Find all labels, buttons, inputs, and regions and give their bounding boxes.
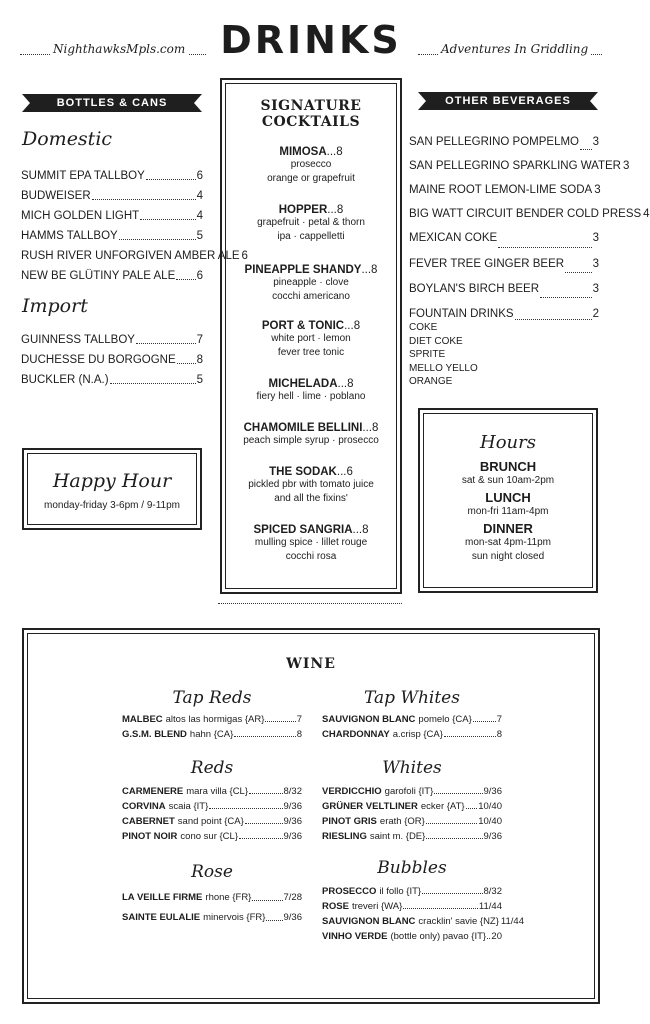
list-item: HAMMS TALLBOY 5: [21, 226, 203, 246]
domestic-heading: Domestic: [22, 128, 113, 150]
domestic-list: [21, 166, 248, 286]
list-item: VINHO VERDE (bottle only) pavao {IT} 20: [322, 931, 502, 942]
list-item: SUMMIT EPA TALLBOY 6: [21, 166, 203, 186]
list-item: GUINNESS TALLBOY 7: [21, 330, 203, 350]
list-item: CARMENERE mara villa {CL} 8/32: [122, 786, 302, 797]
rose-section: Rose LA VEILLE FIRME rhone {FR} 7/28 SAINTE EULALIE minervois {FR} 9/36: [122, 862, 302, 928]
list-item: FEVER TREE GINGER BEER 3: [409, 254, 599, 279]
cocktail-item: PORT & TONIC...8 white port · lemon fever tree tonic: [261, 320, 361, 358]
list-item: G.S.M. BLEND hahn {CA} 8: [122, 729, 302, 740]
list-item: BUDWEISER 4: [21, 186, 203, 206]
tap-whites-section: Tap Whites SAUVIGNON BLANC pomelo {CA} 7 CHARDONNAY a.crisp {CA} 8: [322, 688, 502, 740]
list-item: CHARDONNAY a.crisp {CA} 8: [322, 729, 502, 740]
whites-section: Whites VERDICCHIO garofoli {IT} 9/36 GRÜNER VELTLINER ecker {AT} 10/40 PINOT GRIS erath {OR} 10/40 RIESLING saint m. {DE} 9/36: [322, 758, 502, 842]
list-item: NEW BE GLÜTINY PALE ALE 6: [21, 266, 203, 286]
brunch-label: BRUNCH: [479, 459, 537, 474]
list-item: PROSECCO il follo {IT} 8/32: [322, 886, 502, 897]
cocktails-box: [220, 78, 402, 594]
bubbles-section: Bubbles PROSECCO il follo {IT} 8/32 ROSE treveri {WA} 11/44 SAUVIGNON BLANC cracklin' savie {NZ} 11/44 VINHO VERDE (bottle only) pavao {IT} 20: [322, 858, 524, 942]
list-item: BUCKLER (N.A.) 5: [21, 370, 203, 390]
list-item: DUCHESSE DU BORGOGNE 8: [21, 350, 203, 370]
list-item: CORVINA scaia {IT} 9/36: [122, 801, 302, 812]
list-item: RIESLING saint m. {DE} 9/36: [322, 831, 502, 842]
dinner-label: DINNER: [483, 521, 533, 536]
lunch-label: LUNCH: [485, 490, 531, 505]
list-item: MALBEC altos las hormigas {AR} 7: [122, 714, 302, 725]
list-item: MAINE ROOT LEMON-LIME SODA 3: [409, 184, 601, 196]
list-item: ROSE treveri {WA} 11/44: [322, 901, 502, 912]
list-item: PINOT NOIR cono sur {CL} 9/36: [122, 831, 302, 842]
fountain-drinks-list: COKE DIET COKE SPRITE MELLO YELLO ORANGE: [409, 322, 478, 387]
import-heading: Import: [22, 295, 88, 317]
wine-heading: WINE: [286, 656, 336, 672]
hours-title: Hours: [480, 432, 536, 453]
list-item: SAUVIGNON BLANC cracklin' savie {NZ} 11/44: [322, 916, 524, 927]
list-item: MEXICAN COKE 3: [409, 228, 599, 254]
list-item: FOUNTAIN DRINKS 2: [409, 304, 599, 326]
cocktail-item: MICHELADA...8 fiery hell · lime · poblano: [256, 378, 366, 402]
page-title: DRINKS: [220, 18, 402, 62]
other-beverages-list: [409, 132, 650, 326]
cocktail-item: MIMOSA...8 prosecco orange or grapefruit: [267, 146, 355, 184]
other-beverages-banner: OTHER BEVERAGES: [418, 92, 598, 110]
cocktail-item: SPICED SANGRIA...8 mulling spice · lillet rouge cocchi rosa: [253, 524, 369, 562]
list-item: BOYLAN'S BIRCH BEER 3: [409, 279, 599, 304]
list-item: PINOT GRIS erath {OR} 10/40: [322, 816, 502, 827]
list-item: SAUVIGNON BLANC pomelo {CA} 7: [322, 714, 502, 725]
cocktail-item: HOPPER...8 grapefruit · petal & thorn ipa · cappelletti: [257, 204, 365, 242]
tap-reds-section: Tap Reds MALBEC altos las hormigas {AR} 7 G.S.M. BLEND hahn {CA} 8: [122, 688, 302, 740]
happy-hour-times: monday-friday 3-6pm / 9-11pm: [44, 500, 180, 511]
list-item: LA VEILLE FIRME rhone {FR} 7/28: [122, 888, 302, 908]
list-item: VERDICCHIO garofoli {IT} 9/36: [322, 786, 502, 797]
import-list: [21, 330, 203, 390]
list-item: SAN PELLEGRINO POMPELMO 3: [409, 132, 599, 156]
list-item: MICH GOLDEN LIGHT 4: [21, 206, 203, 226]
list-item: BIG WATT CIRCUIT BENDER COLD PRESS 4: [409, 208, 650, 220]
happy-hour-title: Happy Hour: [52, 470, 172, 492]
list-item: SAINTE EULALIE minervois {FR} 9/36: [122, 908, 302, 928]
hours-box: Hours BRUNCH sat & sun 10am-2pm LUNCH mon-fri 11am-4pm DINNER mon-sat 4pm-11pm sun night closed: [418, 408, 598, 593]
bottles-banner: BOTTLES & CANS: [22, 94, 202, 112]
divider: [218, 603, 402, 604]
list-item: CABERNET sand point {CA} 9/36: [122, 816, 302, 827]
list-item: GRÜNER VELTLINER ecker {AT} 10/40: [322, 801, 502, 812]
cocktail-item: THE SODAK...6 pickled pbr with tomato juice and all the fixins': [248, 466, 374, 504]
happy-hour-box: [22, 448, 202, 530]
cocktail-item: CHAMOMILE BELLINI...8 peach simple syrup · prosecco: [243, 422, 379, 446]
wine-box: [22, 628, 600, 1004]
cocktails-heading: SIGNATURE COCKTAILS: [260, 98, 362, 130]
cocktail-item: PINEAPPLE SHANDY...8 pineapple · clove cocchi americano: [244, 264, 378, 302]
list-item: RUSH RIVER UNFORGIVEN AMBER ALE 6: [21, 250, 248, 262]
reds-section: Reds CARMENERE mara villa {CL} 8/32 CORVINA scaia {IT} 9/36 CABERNET sand point {CA} 9/36 PINOT NOIR cono sur {CL} 9/36: [122, 758, 302, 842]
list-item: SAN PELLEGRINO SPARKLING WATER 3: [409, 160, 630, 172]
